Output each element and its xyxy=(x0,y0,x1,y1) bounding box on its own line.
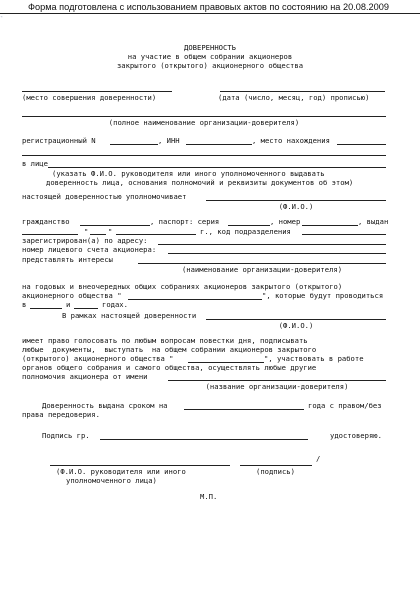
registered-label: зарегистрирован(а) по адресу: xyxy=(22,236,148,245)
rights-org-caption: (название организации-доверителя) xyxy=(205,382,349,391)
face-caption-2: доверенность лица, основания полномочий и реквизиты документов об этом) xyxy=(46,178,354,187)
signer-caption-2: уполномоченного лица) xyxy=(66,476,157,485)
org-name-line[interactable] xyxy=(22,116,386,117)
rights-line-1: имеет право голосовать по любым вопросам повестки дня, подписывать xyxy=(22,336,308,345)
meetings-year-2-line[interactable] xyxy=(74,308,98,309)
org-caption: (полное наименование организации-доверителя) xyxy=(108,118,300,127)
issued-label: , выдан xyxy=(358,217,389,226)
banner-text: Форма подготовлена с использованием правовых актов по состоянию на 20.08.2009 xyxy=(28,2,389,12)
represent-line[interactable] xyxy=(138,263,386,264)
meetings-company-line[interactable] xyxy=(128,299,262,300)
date-line[interactable] xyxy=(220,91,385,92)
rights-line-4: органов общего собрания и самого общества, осуществлять любые другие xyxy=(22,363,317,372)
meetings-line-2a: акционерного общества " xyxy=(22,291,122,300)
inn-line[interactable] xyxy=(186,144,252,145)
meetings-years: годах. xyxy=(102,300,128,309)
face-line[interactable] xyxy=(48,167,386,168)
issued-by-line[interactable] xyxy=(22,234,78,235)
meetings-line-2b: ", которые будут проводиться xyxy=(262,291,384,300)
signer-caption-1: (Ф.И.О. руководителя или иного xyxy=(56,467,186,476)
reg-label: регистрационный N xyxy=(22,136,96,145)
registered-line[interactable] xyxy=(158,244,386,245)
term-label: Доверенность выдана сроком на xyxy=(42,401,168,410)
date-caption: (дата (число, месяц, год) прописью) xyxy=(218,93,370,102)
passport-series-line[interactable] xyxy=(228,225,270,226)
title-line-3: закрытого (открытого) акционерного общества xyxy=(116,61,304,70)
banner-rule xyxy=(0,13,420,14)
issued-year-label: г., код подразделения xyxy=(200,227,291,236)
rights-line-3a: (открытого) акционерного общества " xyxy=(22,354,174,363)
signature-certify: удостоверяю. xyxy=(330,431,382,440)
meetings-line-1: на годовых и внеочередных общих собраниях акционеров закрытого (открытого) xyxy=(22,282,343,291)
term-rights: года с правом/без xyxy=(308,401,382,410)
signature-label: Подпись гр. xyxy=(42,431,90,440)
signature-name-line[interactable] xyxy=(100,439,308,440)
place-line[interactable] xyxy=(22,91,172,92)
term-line[interactable] xyxy=(184,409,304,410)
location-line[interactable] xyxy=(337,144,386,145)
sign-caption: (подпись) xyxy=(256,467,295,476)
meetings-and: и xyxy=(66,300,71,309)
represent-label: представлять интересы xyxy=(22,255,113,264)
title-line-2: на участие в общем собрании акционеров xyxy=(127,52,293,61)
document-heading: ДОВЕРЕННОСТЬ xyxy=(184,43,236,52)
rights-line-2: любые документы, выступать на общем собрании акционеров закрытого xyxy=(22,345,317,354)
term-redelegation: права передоверия. xyxy=(22,410,100,419)
meetings-in: в xyxy=(22,300,27,309)
location-label: , место нахождения xyxy=(252,136,330,145)
citizenship-line[interactable] xyxy=(80,225,150,226)
account-label: номер лицевого счета акционера: xyxy=(22,245,157,254)
signer-sign-line[interactable] xyxy=(240,465,312,466)
issued-month-line[interactable] xyxy=(116,234,196,235)
inn-label: , ИНН xyxy=(158,136,180,145)
authorized-fio-line[interactable] xyxy=(206,200,386,201)
within-fio-line[interactable] xyxy=(206,319,386,320)
face-label: в лице xyxy=(22,159,48,168)
authorize-text: настоящей доверенностью уполномочивает xyxy=(22,192,187,201)
issued-quote-open: " xyxy=(84,227,89,236)
reg-number-line[interactable] xyxy=(110,144,158,145)
signer-fio-line[interactable] xyxy=(50,465,230,466)
rights-org-line[interactable] xyxy=(168,380,386,381)
passport-number-line[interactable] xyxy=(302,225,358,226)
represent-caption: (наименование организации-доверителя) xyxy=(181,265,343,274)
sign-slash: / xyxy=(316,454,321,463)
place-caption: (место совершения доверенности) xyxy=(22,93,157,102)
within-text: В рамках настоящей доверенности xyxy=(62,311,197,320)
meetings-year-1-line[interactable] xyxy=(30,308,62,309)
citizenship-label: гражданство xyxy=(22,217,70,226)
issued-quote-close: " xyxy=(108,227,113,236)
face-caption-1: (указать Ф.И.О. руководителя или иного уполномоченного выдавать xyxy=(52,169,325,178)
seal-mark: М.П. xyxy=(200,492,218,501)
passport-number-label: , номер xyxy=(270,217,301,226)
account-line[interactable] xyxy=(168,253,386,254)
rights-line-5: полномочия акционера от имени xyxy=(22,372,148,381)
within-fio-caption: (Ф.И.О.) xyxy=(278,321,314,330)
rights-line-3b: ", участвовать в работе xyxy=(264,354,364,363)
top-banner xyxy=(0,0,420,16)
location-line-2[interactable] xyxy=(22,155,386,156)
authorized-fio-caption: (Ф.И.О.) xyxy=(278,202,314,211)
division-code-line[interactable] xyxy=(302,234,386,235)
passport-series-label: , паспорт: серия xyxy=(150,217,220,226)
issued-day-line[interactable] xyxy=(90,234,106,235)
